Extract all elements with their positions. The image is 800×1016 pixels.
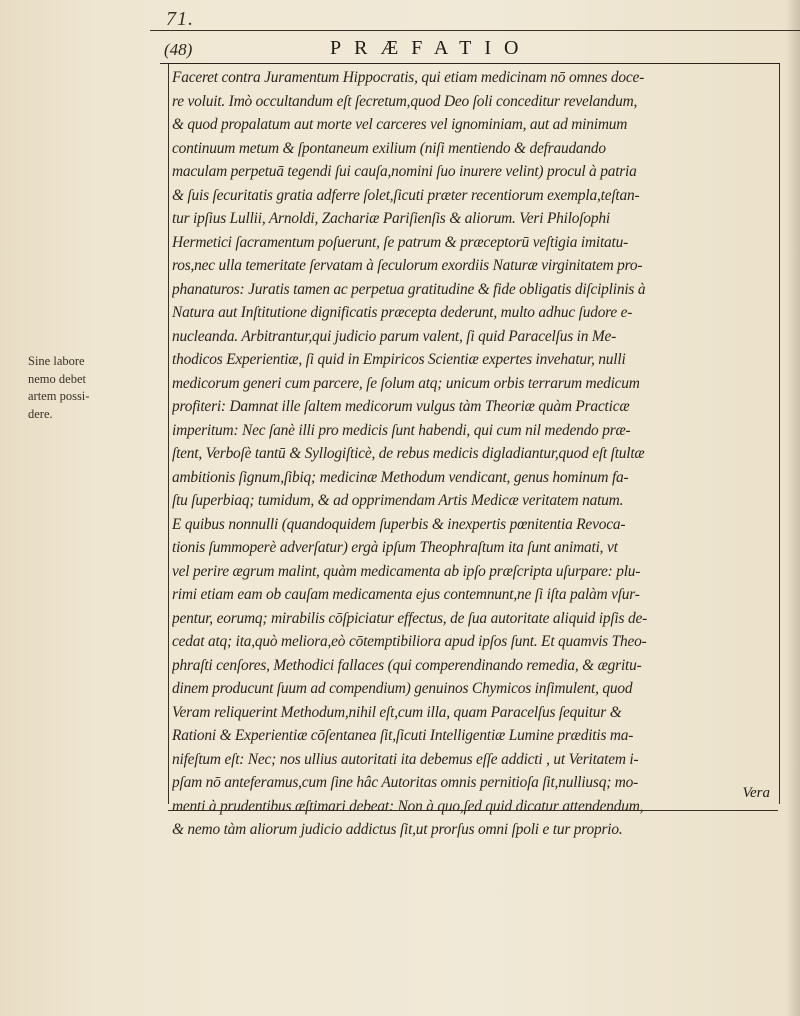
text-line: menti à prudentibus æſtimari debeat: Non à quo,ſed quid dicatur attendendum, — [172, 797, 644, 815]
text-line: thodicos Experientiæ, ſi quid in Empiricos Scientiæ expertes invehatur, nulli — [172, 351, 626, 368]
text-line: tur ipſius Lullii, Arnoldi, Zachariæ Pariſienſis & aliorum. Veri Philoſophi — [172, 210, 610, 227]
text-line: Hermetici ſacramentum poſuerunt, ſe patrum & præceptorū veſtigia imitatu- — [172, 233, 629, 251]
margin-note-line: artem possi- — [28, 389, 90, 403]
margin-note-line: nemo debet — [28, 371, 86, 386]
text-line: rimi etiam eam ob cauſam medicamenta ejus contemnunt,ne ſi iſta palàm vſur- — [172, 586, 640, 603]
text-line: re voluit. Imò occultandum eſt ſecretum,quod Deo ſoli conceditur revelandum, — [172, 92, 638, 110]
running-head: PRÆFATIO — [330, 37, 532, 59]
text-line: tionis ſummoperè adverſatur) ergà ipſum Theophraſtum ita ſunt animati, vt — [172, 539, 618, 556]
text-line: ambitionis ſignum,ſibiq; medicinæ Methodum vendicant, genus hominum fa- — [172, 468, 629, 486]
text-line: ſtu ſuperbiaq; tumidum, & ad opprimendam Artis Medicæ veritatem natum. — [172, 492, 624, 509]
text-line: Rationi & Experientiæ cōſentanea ſit,ſicuti Intelligentiæ Lumine præditis ma- — [172, 727, 634, 744]
text-line: Natura aut Inſtitutione dignificatis præcepta dederunt, multo adhuc ſudore e- — [172, 304, 633, 321]
margin-note-line: Sine labore — [28, 354, 85, 368]
text-line: vel perire ægrum malint, quàm medicamenta ab ipſo præſcripta uſurpare: plu- — [172, 562, 641, 580]
text-line: medicorum generi cum parcere, ſe ſolum atq; unicum orbis terrarum medicum — [172, 374, 640, 392]
folio-number: (48) — [164, 40, 193, 59]
margin-note-line: dere. — [28, 406, 53, 421]
text-line: E quibus nonnulli (quandoquidem ſuperbis & inexpertis pœnitentia Revoca- — [172, 515, 626, 533]
text-line: & nemo tàm aliorum judicio addictus ſit,ut prorſus omni ſpoli e tur proprio. — [172, 821, 623, 838]
body-text — [172, 66, 776, 842]
text-line: phraſti cenſores, Methodici fallaces (qui comperendinando remedia, & ægritu- — [172, 656, 642, 674]
catchword: Vera — [742, 785, 770, 801]
text-line: nucleanda. Arbitrantur,qui judicio parum valent, ſi quid Paracelſus in Me- — [172, 327, 617, 345]
text-line: Veram reliquerint Methodum,nihil eſt,cum illa, quam Paracelſus ſequitur & — [172, 703, 622, 721]
bottom-rule — [168, 810, 778, 811]
text-line: ros,nec ulla temeritate ſervatam à ſeculorum exordiis Naturæ virginitatem pro- — [172, 257, 643, 274]
text-line: imperitum: Nec ſanè illi pro medicis ſunt habendi, qui cum nil medendo præ- — [172, 421, 631, 439]
text-line: pſam nō anteferamus,cum ſine hâc Autoritas omnis pernitioſa ſit,nulliusq; mo- — [172, 774, 639, 791]
text-line: ſtent, Verboſè tantū & Syllogiſticè, de rebus medicis digladiantur,quod eſt ſtultæ — [172, 445, 645, 462]
page-edge-shadow — [786, 0, 800, 1016]
text-line: continuum metum & ſpontaneum exilium (niſi mentiendo & defraudando — [172, 139, 606, 157]
text-line: maculam perpetuā tegendi ſui cauſa,nomini ſuo inurere velint) procul à patria — [172, 163, 637, 180]
text-line: profiteri: Damnat ille ſaltem medicorum vulgus tàm Theoriæ quàm Practicæ — [172, 398, 630, 415]
text-line: pentur, eorumq; mirabilis cōſpiciatur effectus, de ſua autoritate aliquid ipſis de- — [172, 609, 647, 627]
shelfmark-rule — [150, 30, 800, 31]
text-line: dinem producunt ſuum ad compendium) genuinos Chymicos inſimulent, quod — [172, 680, 633, 697]
text-line: & quod propalatum aut morte vel carceres vel ignominiam, aut ad minimum — [172, 116, 628, 133]
text-line: & ſuis ſecuritatis gratia adferre ſolet,ſicuti præter recentiorum exempla,teſtan- — [172, 186, 640, 204]
shelfmark: 71. — [166, 8, 194, 30]
text-line: cedat atq; ita,quò meliora,eò cōtemptibiliora apud ipſos ſunt. Et quamvis Theo- — [172, 633, 647, 650]
text-line: Faceret contra Juramentum Hippocratis, qui etiam medicinam nō omnes doce- — [172, 69, 645, 86]
margin-note — [28, 353, 166, 423]
text-line: nifeſtum eſt: Nec; nos ullius autoritati ita debemus eſſe addicti , ut Veritatem i- — [172, 750, 639, 768]
text-line: phanaturos: Juratis tamen ac perpetua gratitudine & fide obligatis diſciplinis à — [172, 280, 646, 298]
